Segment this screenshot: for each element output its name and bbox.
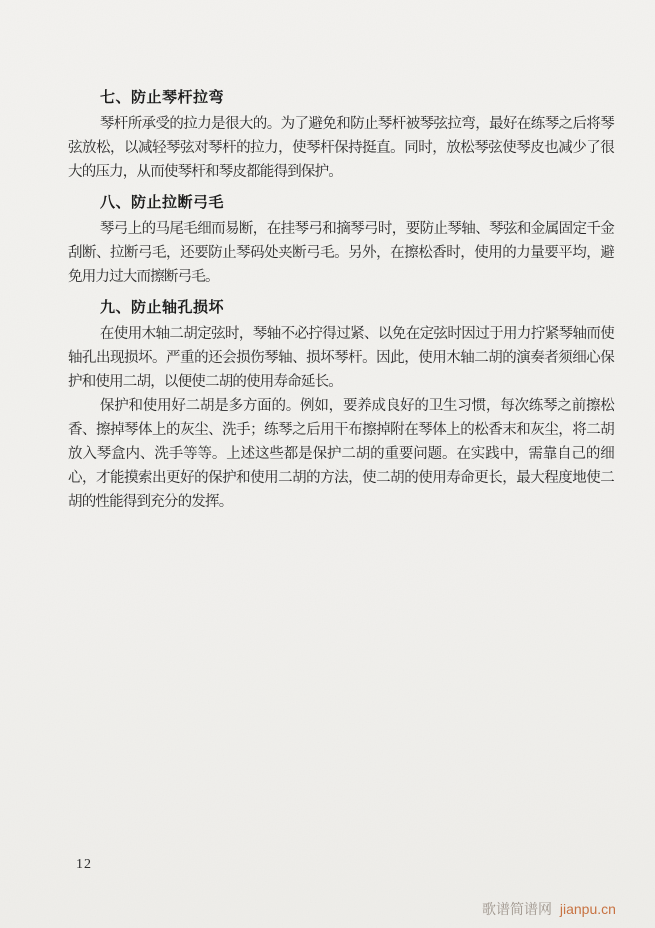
section-heading: 八、防止拉断弓毛	[100, 195, 225, 211]
section-heading: 七、防止琴杆拉弯	[100, 90, 225, 106]
section-prevent-peg-hole-damage	[68, 296, 614, 514]
watermark-site-url: jianpu.cn	[559, 901, 616, 917]
paragraph: 在使用木轴二胡定弦时，琴轴不必拧得过紧、以免在定弦时因过于用力拧紧琴轴而使轴孔出现损坏。严重的还会损伤琴轴、损坏琴杆。因此，使用木轴二胡的演奏者须细心保护和使用二胡，以便使二胡的使用寿命延长。	[68, 326, 614, 390]
paragraph: 琴杆所承受的拉力是很大的。为了避免和防止琴杆被琴弦拉弯，最好在练琴之后将琴弦放松，以减轻琴弦对琴杆的拉力，使琴杆保持挺直。同时，放松琴弦使琴皮也减少了很大的压力，从而使琴杆和琴皮都能得到保护。	[68, 116, 614, 180]
watermark-site-name: 歌谱简谱网	[482, 901, 552, 917]
section-heading: 九、防止轴孔损坏	[100, 300, 225, 316]
page-number: 12	[76, 857, 92, 872]
paragraph: 保护和使用好二胡是多方面的。例如，要养成良好的卫生习惯，每次练琴之前擦松香、擦掉琴体上的灰尘、洗手；练琴之后用干布擦掉附在琴体上的松香末和灰尘，将二胡放入琴盒内、洗手等等。上述这些都是保护二胡的重要问题。在实践中，需靠自己的细心，才能摸索出更好的保护和使用二胡的方法，使二胡的使用寿命更长，最大程度地使二胡的性能得到充分的发挥。	[68, 398, 614, 510]
paragraph: 琴弓上的马尾毛细而易断，在挂琴弓和摘琴弓时，要防止琴轴、琴弦和金属固定千金刮断、拉断弓毛，还要防止琴码处夹断弓毛。另外，在擦松香时，使用的力量要平均，避免用力过大而擦断弓毛。	[68, 221, 614, 285]
section-prevent-neck-bending	[68, 86, 614, 184]
watermark	[482, 899, 616, 919]
page-content	[68, 86, 614, 514]
section-prevent-bow-hair-breaking	[68, 191, 614, 289]
